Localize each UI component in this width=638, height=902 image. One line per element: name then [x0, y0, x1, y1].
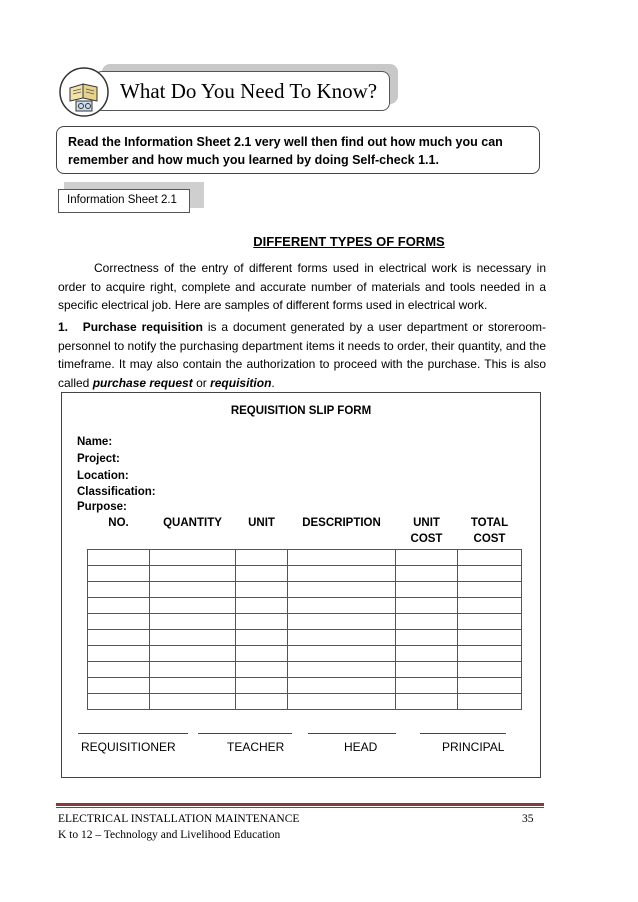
- table-cell: [150, 598, 236, 614]
- table-cell: [458, 614, 522, 630]
- signature-line-requisitioner: [78, 733, 188, 734]
- table-row: [88, 582, 522, 598]
- table-cell: [288, 678, 396, 694]
- table-cell: [88, 646, 150, 662]
- signatory-head: HEAD: [344, 740, 378, 754]
- item1-term: Purchase requisition: [82, 320, 203, 334]
- table-cell: [236, 614, 288, 630]
- signatory-teacher: TEACHER: [227, 740, 285, 754]
- table-cell: [88, 566, 150, 582]
- signature-line-head: [308, 733, 396, 734]
- table-cell: [88, 694, 150, 710]
- signatory-requisitioner: REQUISITIONER: [81, 740, 176, 754]
- table-cell: [288, 630, 396, 646]
- info-sheet-label: Information Sheet 2.1: [67, 194, 177, 206]
- table-cell: [288, 550, 396, 566]
- col-quantity: QUANTITY: [150, 512, 236, 550]
- table-cell: [288, 598, 396, 614]
- signature-line-teacher: [198, 733, 292, 734]
- requisition-table: [87, 512, 522, 710]
- table-cell: [88, 614, 150, 630]
- book-icon: [58, 66, 110, 118]
- instruction-line-2: remember and how much you learned by doing Self-check 1.1.: [68, 153, 439, 167]
- field-location: Location:: [77, 470, 129, 482]
- item1-line-3: timeframe. It may also contain the authorization to proceed with the purchase. This is also: [58, 357, 546, 371]
- table-cell: [458, 582, 522, 598]
- col-description: DESCRIPTION: [288, 512, 396, 550]
- table-row: [88, 550, 522, 566]
- table-cell: [396, 678, 458, 694]
- signature-line-principal: [420, 733, 506, 734]
- table-row: [88, 630, 522, 646]
- item1-line-2: personnel to notify the purchasing department items it needs to order, their quantity, and the: [58, 338, 546, 353]
- table-cell: [236, 662, 288, 678]
- signatory-principal: PRINCIPAL: [442, 740, 505, 754]
- intro-line-1: Correctness of the entry of different forms used in electrical work is necessary in: [94, 261, 546, 275]
- table-cell: [88, 582, 150, 598]
- purchase-requisition-paragraph: [58, 318, 546, 392]
- item1-line-4-pre: called: [58, 375, 93, 390]
- table-cell: [396, 662, 458, 678]
- table-row: [88, 678, 522, 694]
- table-cell: [150, 678, 236, 694]
- item1-line-1-rest: is a document generated by a user department or storeroom-: [202, 320, 546, 334]
- field-classification: Classification:: [77, 486, 156, 498]
- footer-course: ELECTRICAL INSTALLATION MAINTENANCE: [58, 813, 300, 825]
- section-title-text: DIFFERENT TYPES OF FORMS: [253, 234, 445, 249]
- table-cell: [396, 614, 458, 630]
- field-project: Project:: [77, 453, 120, 465]
- table-cell: [396, 582, 458, 598]
- col-unit: UNIT: [236, 512, 288, 550]
- col-unit-cost: UNIT COST: [396, 512, 458, 550]
- item1-line-1: [58, 318, 546, 337]
- table-cell: [288, 662, 396, 678]
- table-row: [88, 598, 522, 614]
- field-purpose: Purpose:: [77, 501, 127, 513]
- table-cell: [150, 582, 236, 598]
- table-cell: [150, 694, 236, 710]
- table-cell: [236, 598, 288, 614]
- instruction-line-1: Read the Information Sheet 2.1 very well then find out how much you can: [68, 135, 503, 149]
- table-cell: [458, 598, 522, 614]
- table-cell: [458, 550, 522, 566]
- table-cell: [458, 630, 522, 646]
- item1-line-4-mid: or: [192, 375, 211, 390]
- table-cell: [288, 614, 396, 630]
- table-cell: [236, 566, 288, 582]
- table-cell: [396, 630, 458, 646]
- table-row: [88, 662, 522, 678]
- item1-line-4: [58, 374, 546, 393]
- table-row: [88, 646, 522, 662]
- table-cell: [150, 614, 236, 630]
- table-header-row: [88, 512, 522, 550]
- table-cell: [288, 646, 396, 662]
- table-row: [88, 614, 522, 630]
- table-cell: [150, 646, 236, 662]
- table-cell: [288, 566, 396, 582]
- field-name: Name:: [77, 436, 113, 448]
- table-cell: [150, 662, 236, 678]
- footer-rule: [56, 803, 544, 806]
- page-number: 35: [522, 813, 534, 825]
- table-cell: [150, 630, 236, 646]
- table-cell: [458, 566, 522, 582]
- table-cell: [150, 566, 236, 582]
- table-cell: [236, 694, 288, 710]
- table-cell: [396, 550, 458, 566]
- table-cell: [236, 646, 288, 662]
- section-title: [0, 234, 638, 249]
- table-cell: [396, 646, 458, 662]
- table-cell: [236, 550, 288, 566]
- table-cell: [396, 694, 458, 710]
- table-cell: [236, 630, 288, 646]
- table-cell: [236, 582, 288, 598]
- intro-line-3: specific electrical job. Here are samples of different forms used in electrical work.: [58, 298, 488, 312]
- table-cell: [458, 662, 522, 678]
- table-cell: [288, 694, 396, 710]
- table-cell: [396, 566, 458, 582]
- item1-alias-1: purchase request: [92, 375, 193, 390]
- form-title: REQUISITION SLIP FORM: [230, 405, 372, 417]
- item1-alias-2: requisition: [210, 375, 272, 390]
- table-cell: [88, 678, 150, 694]
- table-cell: [88, 550, 150, 566]
- footer-rule-thin: [56, 807, 544, 808]
- item1-number: 1.: [58, 320, 69, 334]
- table-cell: [150, 550, 236, 566]
- table-cell: [458, 646, 522, 662]
- table-cell: [88, 598, 150, 614]
- intro-paragraph: [58, 259, 546, 315]
- table-cell: [236, 678, 288, 694]
- table-cell: [396, 598, 458, 614]
- item1-line-4-end: .: [271, 375, 275, 390]
- table-row: [88, 566, 522, 582]
- footer-program: K to 12 – Technology and Livelihood Education: [58, 829, 281, 841]
- intro-line-2: order to acquire right, complete and accurate number of materials and tools needed in a: [58, 279, 546, 294]
- page-title: What Do You Need To Know?: [120, 79, 378, 103]
- col-no: NO.: [88, 512, 150, 550]
- table-cell: [458, 694, 522, 710]
- table-row: [88, 694, 522, 710]
- table-cell: [88, 662, 150, 678]
- col-total-cost: TOTAL COST: [458, 512, 522, 550]
- table-cell: [288, 582, 396, 598]
- table-cell: [458, 678, 522, 694]
- table-cell: [88, 630, 150, 646]
- instruction-text: [68, 133, 503, 169]
